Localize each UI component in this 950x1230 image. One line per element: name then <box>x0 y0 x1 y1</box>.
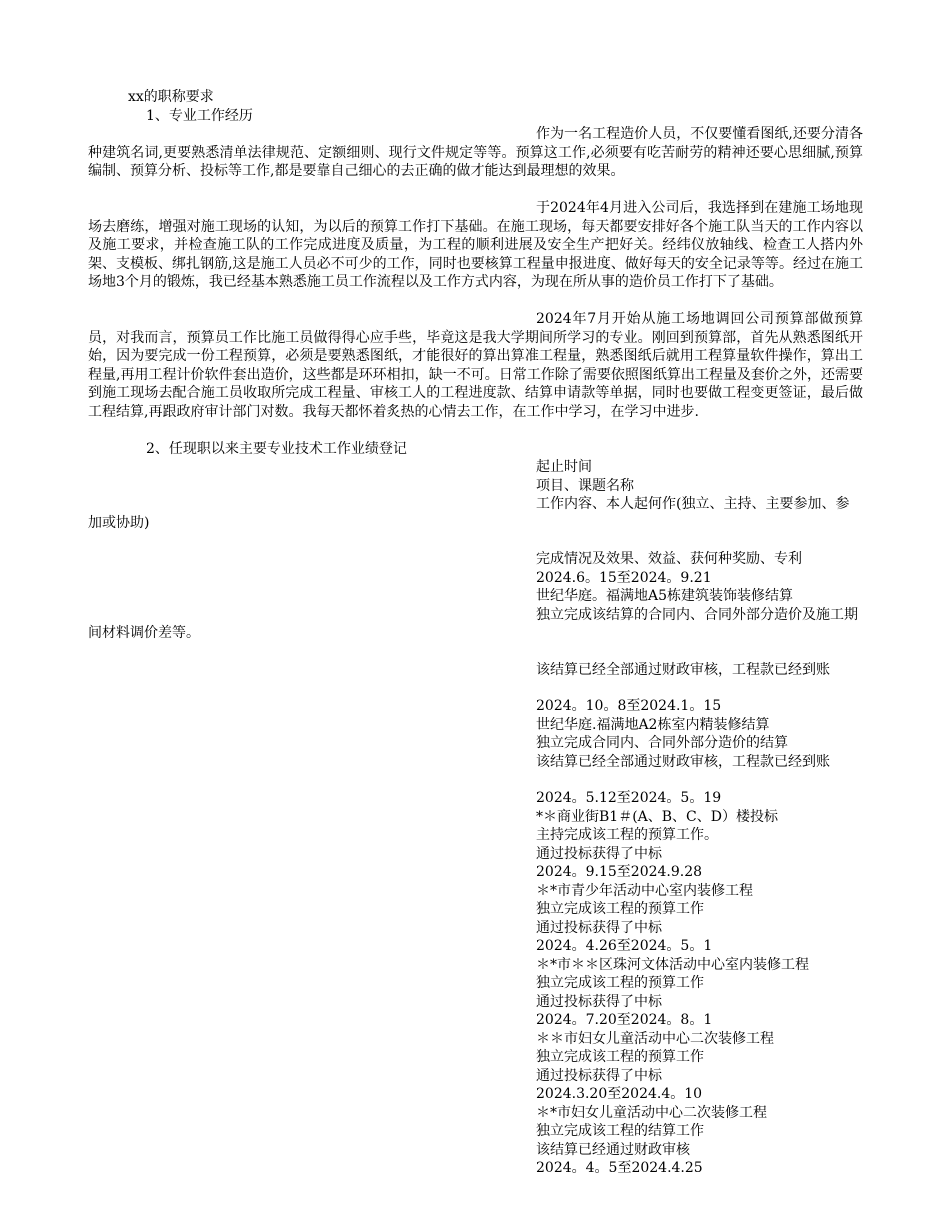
record-item <box>536 1011 863 1085</box>
record-item <box>536 937 863 1011</box>
record-result: 该结算已经全部通过财政审核，工程款已经到账 <box>536 661 830 678</box>
record-project: ＊*市妇女儿童活动中心二次装修工程 <box>536 1104 767 1121</box>
record-period: 2024.3.20至2024.4。10 <box>536 1086 703 1102</box>
record-project: 世纪华庭。福满地A5栋建筑装饰装修结算 <box>536 588 794 604</box>
record-role: 独立完成该结算的合同内、合同外部分造价及施工期间材料调价差等。 <box>88 606 858 641</box>
record-item <box>536 697 863 789</box>
record-period: 2024。4。5至2024.4.25 <box>536 1160 703 1176</box>
record-result: 通过投标获得了中标 <box>536 919 662 936</box>
header-result: 完成情况及效果、效益、获何种奖励、专利 <box>536 551 802 567</box>
record-item <box>536 789 863 863</box>
record-project: ＊＊市妇女儿童活动中心二次装修工程 <box>536 1030 774 1047</box>
record-project: ＊*市青少年活动中心室内装修工程 <box>536 882 753 899</box>
paragraph-intro: 作为一名工程造价人员，不仅要懂看图纸,还要分清各种建筑名词,更要熟悉清单法律规范、定额细则、现行文件规定等等。预算这工作,必须要有吃苦耐劳的精神还要心思细腻,预算编制、预算分析、投标等工作,都是要靠自己细心的去正确的做才能达到最理想的效果。 <box>88 126 863 179</box>
record-result: 该结算已经通过财政审核 <box>536 1141 690 1158</box>
record-role: 独立完成合同内、合同外部分造价的结算 <box>536 735 788 751</box>
header-period: 起止时间 <box>536 459 592 475</box>
record-period: 2024。7.20至2024。8。1 <box>536 1012 713 1028</box>
record-item <box>536 863 863 937</box>
record-period: 2024。4.26至2024。5。1 <box>536 938 713 954</box>
section-heading-work-experience: 1、专业工作经历 <box>146 108 253 124</box>
header-role: 工作内容、本人起何作(独立、主持、主要参加、参加或协助) <box>88 496 850 531</box>
achievement-list <box>88 458 863 1178</box>
document-title: xx的职称要求 <box>128 89 214 105</box>
record-project: 世纪华庭.福满地A2栋室内精装修结算 <box>536 716 770 733</box>
section-heading-achievements: 2、任现职以来主要专业技术工作业绩登记 <box>146 441 407 457</box>
record-role: 独立完成该工程的预算工作 <box>536 1049 704 1065</box>
record-project: ＊*市＊＊区珠河文体活动中心室内装修工程 <box>536 956 809 973</box>
header-project: 项目、课题名称 <box>536 477 634 494</box>
record-result: 通过投标获得了中标 <box>536 993 662 1010</box>
record-result: 通过投标获得了中标 <box>536 1067 662 1084</box>
record-period: 2024。9.15至2024.9.28 <box>536 864 703 880</box>
record-role: 独立完成该工程的预算工作 <box>536 901 704 917</box>
record-item <box>536 1159 863 1178</box>
record-role: 独立完成该工程的预算工作 <box>536 975 704 991</box>
paragraph-site-training: 于2024年4月进入公司后，我选择到在建施工场地现场去磨练，增强对施工现场的认知，为以后的预算工作打下基础。在施工现场，每天都要安排好各个施工队当天的工作内容以及施工要求，并检查施工队的工作完成进度及质量，为工程的顺利进展及安全生产把好关。经纬仪放轴线、检查工人搭内外架、支模板、绑扎钢筋,这是施工人员必不可少的工作，同时也要核算工程量申报进度、做好每天的安全记录等等。经过在施工场地3个月的锻炼，我已经基本熟悉施工员工作流程以及工作方式内容，为现在所从事的造价员工作打下了基础。 <box>88 200 863 290</box>
record-role: 独立完成该工程的结算工作 <box>536 1123 704 1139</box>
record-project: *＊商业街B1＃(A、B、C、D）楼投标 <box>536 808 778 825</box>
record-period: 2024。5.12至2024。5。19 <box>536 790 722 806</box>
record-item <box>88 569 863 698</box>
record-result: 通过投标获得了中标 <box>536 845 662 862</box>
record-period: 2024.6。15至2024。9.21 <box>536 569 712 586</box>
record-result: 该结算已经全部通过财政审核，工程款已经到账 <box>536 753 830 770</box>
record-role: 主持完成该工程的预算工作。 <box>536 827 718 843</box>
record-item <box>536 1085 863 1159</box>
record-period: 2024。10。8至2024.1。15 <box>536 698 722 714</box>
paragraph-budget-work: 2024年7月开始从施工场地调回公司预算部做预算员，对我而言，预算员工作比施工员做得得心应手些，毕竟这是我大学期间所学习的专业。刚回到预算部，首先从熟悉图纸开始，因为要完成一份工程预算，必须是要熟悉图纸，才能很好的算出算准工程量，熟悉图纸后就用工程算量软件操作，算出工程量,再用工程计价软件套出造价，这些都是环环相扣，缺一不可。日常工作除了需要依照图纸算出工程量及套价之外，还需要到施工现场去配合施工员收取所完成工程量、审核工人的工程进度款、结算申请款等单据，同时也要做工程变更签证，最后做工程结算,再跟政府审计部门对数。我每天都怀着炙热的心情去工作，在工作中学习，在学习中进步. <box>88 311 863 420</box>
